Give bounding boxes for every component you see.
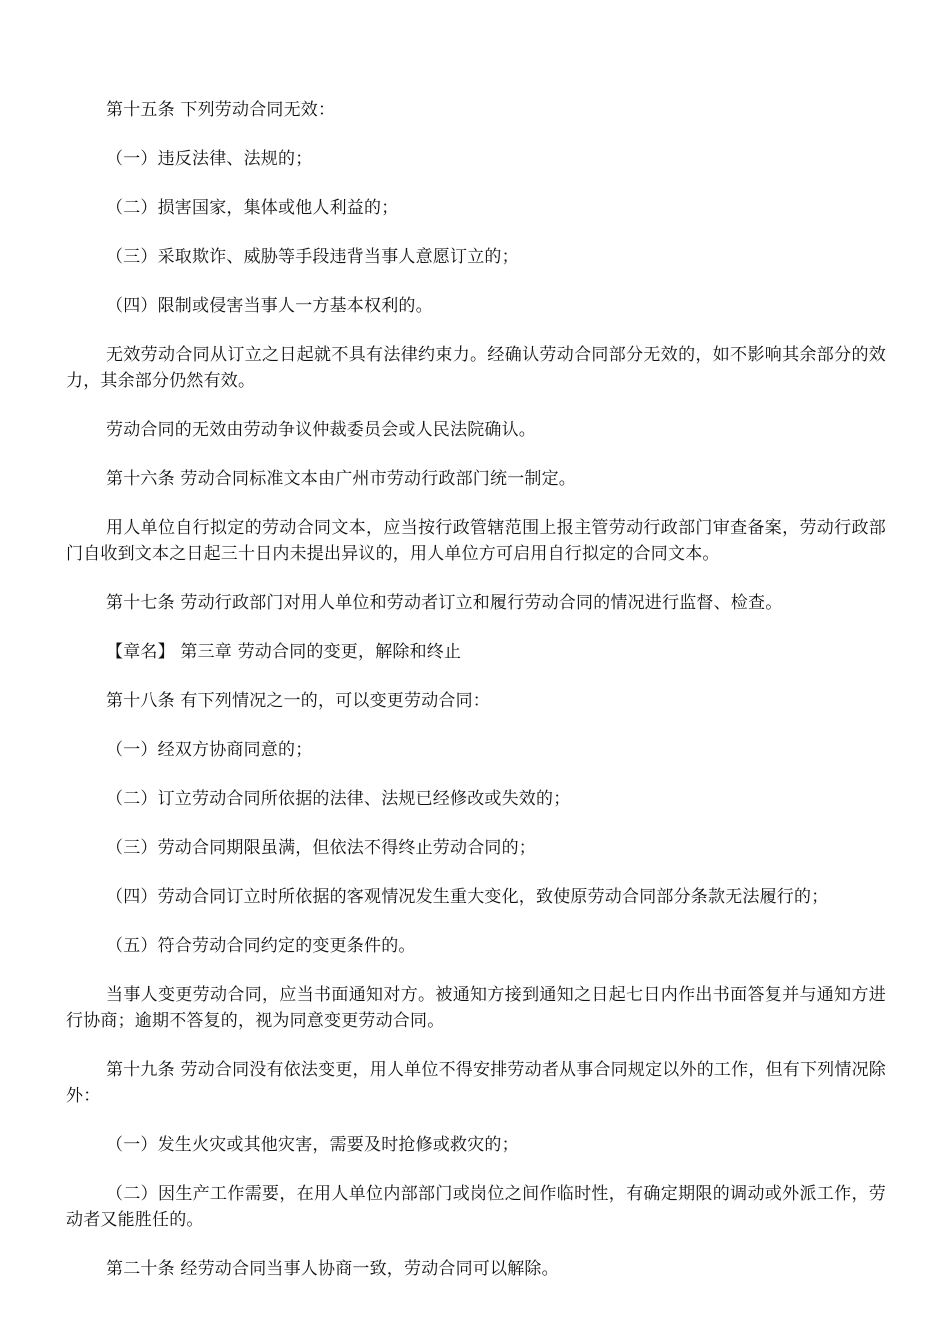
article-16-heading: 第十六条 劳动合同标准文本由广州市劳动行政部门统一制定。 xyxy=(106,469,577,489)
article-15-confirmation: 劳动合同的无效由劳动争议仲裁委员会或人民法院确认。 xyxy=(106,420,536,440)
article-18-item-1: （一）经双方协商同意的； xyxy=(106,740,313,760)
article-18-item-5: （五）符合劳动合同约定的变更条件的。 xyxy=(106,936,416,956)
article-15-invalid-effect: 无效劳动合同从订立之日起就不具有法律约束力。经确认劳动合同部分无效的，如不影响其余部分的效力，其余部分仍然有效。 xyxy=(66,345,886,391)
article-19-item-1: （一）发生火灾或其他灾害，需要及时抢修或救灾的； xyxy=(106,1135,519,1155)
article-15-item-4: （四）限制或侵害当事人一方基本权利的。 xyxy=(106,296,433,316)
article-19-item-2: （二）因生产工作需要，在用人单位内部部门或岗位之间作临时性，有确定期限的调动或外派工作，劳动者又能胜任的。 xyxy=(66,1184,886,1230)
article-17: 第十七条 劳动行政部门对用人单位和劳动者订立和履行劳动合同的情况进行监督、检查。 xyxy=(106,593,783,613)
article-15-item-3: （三）采取欺诈、威胁等手段违背当事人意愿订立的； xyxy=(106,247,519,267)
article-15-item-1: （一）违反法律、法规的； xyxy=(106,149,313,169)
article-18-heading: 第十八条 有下列情况之一的，可以变更劳动合同： xyxy=(106,691,491,711)
article-18-notice: 当事人变更劳动合同，应当书面通知对方。被通知方接到通知之日起七日内作出书面答复并与通知方进行协商；逾期不答复的，视为同意变更劳动合同。 xyxy=(66,985,886,1031)
article-18-item-3: （三）劳动合同期限虽满，但依法不得终止劳动合同的； xyxy=(106,838,536,858)
article-15-heading: 第十五条 下列劳动合同无效： xyxy=(106,100,336,120)
article-18-item-2: （二）订立劳动合同所依据的法律、法规已经修改或失效的； xyxy=(106,789,571,809)
article-19-heading: 第十九条 劳动合同没有依法变更，用人单位不得安排劳动者从事合同规定以外的工作，但有下列情况除外： xyxy=(66,1060,886,1106)
article-16-self-drafted: 用人单位自行拟定的劳动合同文本，应当按行政管辖范围上报主管劳动行政部门审查备案，劳动行政部门自收到文本之日起三十日内未提出异议的，用人单位方可启用自行拟定的合同文本。 xyxy=(66,518,886,564)
article-15-item-2: （二）损害国家，集体或他人利益的； xyxy=(106,198,399,218)
chapter-title: 【章名】 第三章 劳动合同的变更，解除和终止 xyxy=(106,642,462,662)
article-18-item-4: （四）劳动合同订立时所依据的客观情况发生重大变化，致使原劳动合同部分条款无法履行的； xyxy=(106,887,829,907)
article-20: 第二十条 经劳动合同当事人协商一致，劳动合同可以解除。 xyxy=(106,1259,559,1279)
document-page xyxy=(66,97,886,1305)
